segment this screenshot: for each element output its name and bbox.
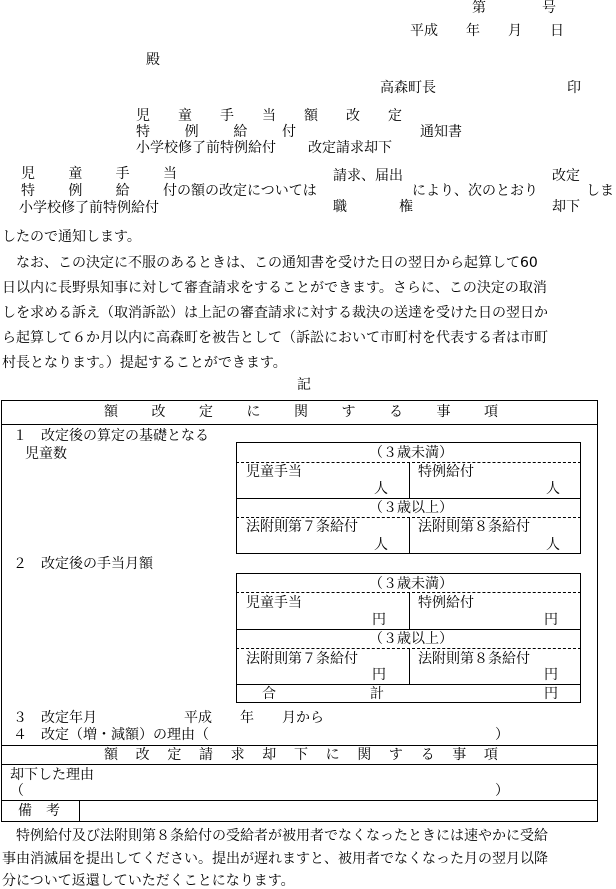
middle-text: により、次のとおり	[412, 183, 538, 199]
subject-char: 特	[136, 124, 150, 140]
section-title-char: 額	[104, 404, 118, 420]
item3-label: ３ 改定年月	[13, 710, 97, 726]
benefit-char: 童	[68, 166, 83, 182]
document-number: 第 号	[472, 0, 556, 16]
child-allowance-count-unit: 人	[374, 481, 388, 497]
benefit-char: 手	[115, 166, 130, 182]
over3-label-2: （３歳以上）	[369, 631, 453, 647]
rejection-reason-label: 却下した理由	[10, 767, 94, 783]
table-rule	[1, 800, 598, 801]
section-title-char: 却	[262, 747, 277, 763]
special-benefit-count-label: 特例給付	[418, 464, 474, 480]
child-allowance-amount-unit: 円	[372, 612, 386, 628]
rejection-open-paren: （	[10, 783, 24, 799]
subject-char: 付	[281, 124, 296, 140]
child-allowance-count-label: 児童手当	[246, 464, 302, 480]
subject-char: 給	[233, 124, 248, 140]
section-title-char: 項	[483, 747, 498, 763]
rejection-close-paren: ）	[495, 783, 509, 799]
ki-label: 記	[297, 377, 311, 393]
subject-char: 手	[220, 108, 234, 124]
section-title-char: 定	[167, 747, 182, 763]
item4-label: ４ 改定（増・減額）の理由（	[13, 727, 209, 743]
benefit-char: 当	[162, 166, 177, 182]
under3-label-1: （３歳未満）	[369, 445, 453, 461]
section-title-char: 事	[452, 747, 467, 763]
subject-rejection: 改定請求却下	[308, 140, 392, 156]
section-title-revision	[104, 405, 498, 419]
note-line-3: 分について返還していただくことになります。	[2, 873, 295, 889]
item3-value: 平成 年 月から	[184, 710, 324, 726]
section-title-char: 下	[293, 747, 308, 763]
subject-char: 童	[178, 108, 192, 124]
benefit-char: 児	[21, 166, 35, 182]
appeal-line-3: しを求める訴え（取消訴訟）は上記の審査請求に対する裁決の送達を受けた日の翌日か	[2, 305, 548, 321]
section-title-rejection	[104, 748, 498, 762]
section-title-char: 改	[151, 404, 166, 420]
special-benefit-amount-label: 特例給付	[418, 595, 474, 611]
request-type-bottom	[333, 200, 413, 214]
request-type-top: 請求、届出	[333, 168, 403, 184]
section-title-char: 改	[135, 747, 150, 763]
subject-suffix: 通知書	[420, 124, 462, 140]
ending-text: しま	[586, 183, 614, 199]
section-title-char: に	[325, 747, 340, 763]
over3-label-1: （３歳以上）	[369, 500, 453, 516]
section-title-char: 関	[294, 404, 308, 420]
remarks-label: 備 考	[18, 803, 60, 819]
cell-divider	[409, 648, 410, 684]
section-title-char: す	[341, 404, 356, 420]
cell-divider	[409, 462, 410, 498]
art8-amount-label: 法附則第８条給付	[418, 651, 530, 667]
item1-label-b: 児童数	[25, 446, 67, 462]
cell-divider	[409, 592, 410, 629]
section-title-char: る	[420, 747, 435, 763]
section-title-char: 額	[104, 747, 118, 763]
result-bottom: 却下	[552, 199, 580, 215]
issue-date: 平成 年 月 日	[410, 23, 564, 39]
request-char: 職	[333, 199, 347, 215]
box-rule	[236, 684, 581, 685]
subject-char: 当	[262, 108, 276, 124]
note-line-1: 特例給付及び法附則第８条給付の受給者が被用者でなくなったときには速やかに受給	[2, 828, 548, 844]
total-label-b: 計	[370, 686, 384, 702]
section-title-char: る	[389, 404, 403, 420]
connector-text: の額の改定については	[177, 183, 317, 199]
benefit-char: 特	[21, 183, 35, 199]
total-label-a: 合	[262, 686, 276, 702]
note-line-2: 事由消滅届を提出してください。提出が遅れますと、被用者でなくなった月の翌月以降	[2, 851, 548, 867]
result-top: 改定	[552, 168, 580, 184]
section-title-char: に	[246, 404, 261, 420]
sender-name: 高森町長	[380, 80, 436, 96]
special-benefit-amount-unit: 円	[544, 612, 558, 628]
appeal-line-4: ら起算して６か月以内に高森町を被告として（訴訟において市町村を代表する者は市町	[2, 330, 548, 346]
art7-count-unit: 人	[374, 537, 388, 553]
continuation-text: したので通知します。	[2, 229, 141, 245]
subject-char: 例	[184, 124, 199, 140]
addressee-suffix: 殿	[146, 52, 160, 68]
benefit-char: 給	[115, 183, 130, 199]
box-rule	[236, 629, 581, 630]
benefit-line-3: 小学校修了前特例給付	[19, 200, 159, 216]
under3-label-2: （３歳未満）	[369, 576, 453, 592]
art7-count-label: 法附則第７条給付	[246, 519, 358, 535]
subject-char: 改	[346, 108, 360, 124]
request-char: 権	[399, 199, 413, 215]
art8-amount-unit: 円	[544, 667, 558, 683]
total-unit: 円	[544, 686, 558, 702]
table-rule	[1, 764, 598, 765]
benefit-char: 付	[162, 183, 177, 199]
item2-label: ２ 改定後の手当月額	[13, 556, 153, 572]
seal-mark: 印	[567, 80, 581, 96]
benefit-line-1	[21, 167, 177, 181]
subject-line-3: 小学校修了前特例給付	[136, 140, 276, 156]
item1-label-a: １ 改定後の算定の基礎となる	[13, 428, 209, 444]
table-rule	[1, 424, 598, 425]
subject-char: 額	[304, 108, 318, 124]
box-rule	[236, 498, 581, 499]
appeal-line-2: 日以内に長野県知事に対して審査請求をすることができます。さらに、この決定の取消	[2, 280, 547, 296]
section-title-char: 関	[357, 747, 372, 763]
art7-amount-unit: 円	[372, 667, 386, 683]
appeal-line-1: なお、この決定に不服のあるときは、この通知書を受けた日の翌日から起算して60	[2, 255, 538, 271]
child-allowance-amount-label: 児童手当	[246, 595, 302, 611]
section-title-char: 事	[436, 404, 451, 420]
section-title-char: 請	[198, 747, 213, 763]
section-title-char: 定	[199, 404, 213, 420]
cell-divider	[409, 517, 410, 554]
benefit-char: 例	[68, 183, 83, 199]
appeal-line-5: 村長となります。）提起することができます。	[2, 355, 287, 371]
art7-amount-label: 法附則第７条給付	[246, 651, 358, 667]
item4-close-paren: ）	[495, 727, 509, 743]
special-benefit-count-unit: 人	[546, 481, 560, 497]
section-title-char: 求	[230, 747, 245, 763]
benefit-line-2	[21, 184, 177, 198]
subject-char: 児	[136, 108, 150, 124]
subject-line-1	[136, 109, 402, 123]
section-title-char: 項	[484, 404, 498, 420]
subject-char: 定	[388, 108, 402, 124]
art8-count-unit: 人	[546, 537, 560, 553]
art8-count-label: 法附則第８条給付	[418, 519, 530, 535]
remarks-divider	[79, 800, 80, 822]
table-rule	[1, 745, 598, 746]
subject-line-2	[136, 125, 296, 139]
section-title-char: す	[388, 747, 403, 763]
